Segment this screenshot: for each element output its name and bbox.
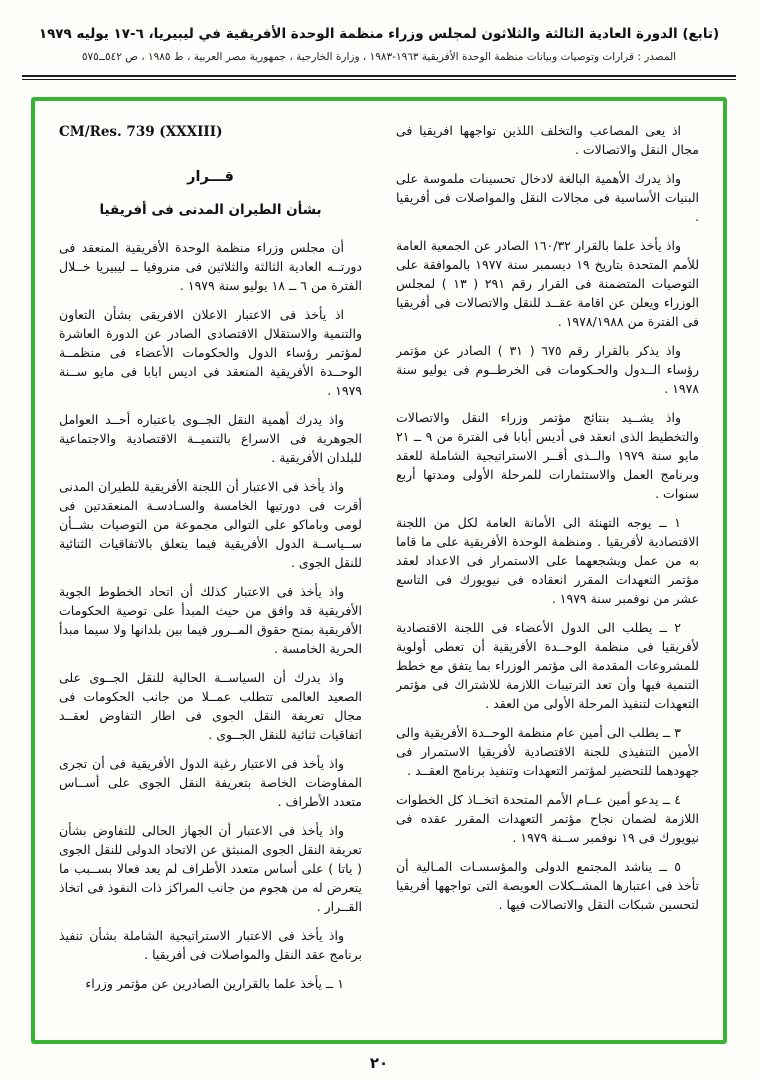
page-header bbox=[0, 0, 758, 69]
paragraph: ٢ ــ يطلب الى الدول الأعضاء فى اللجنة الاقتصادية لأفريقيا فى منظمة الوحــدة الأفريقية أن تعطى أولوية للمشروعات المقدمة الى مؤتمر الوزراء بما يتفق مع خطط التنمية فيها وأن تعد الترتيبات اللازمة للاشتراك فى مؤتمر التعهدات لتنفيذ المرحلة الأولى من العقد . bbox=[396, 620, 699, 711]
header-source: المصدر : قرارات وتوصيات وبيانات منظمة الوحدة الأفريقية ١٩٦٣-١٩٨٣ ، وزارة الخارجية ، جمهورية مصر العربية ، ط ١٩٨٥ ، ص ٥٤٢ــ٥٧٥ bbox=[81, 51, 677, 63]
column-right bbox=[396, 121, 699, 1026]
header-title: (تابع) الدورة العادية الثالثة والثلاثون لمجلس وزراء منظمة الوحدة الأفريقية في ليبيريا، ٦-١٧ يوليه ١٩٧٩ bbox=[38, 26, 720, 42]
paragraph: واذ يأخذ فى الاعتبار الاستراتيجية الشاملة بشأن تنفيذ برنامج عقد النقل والمواصلات فى أفريقيا . bbox=[59, 928, 362, 962]
header-divider bbox=[22, 75, 736, 80]
paragraph: واذ يأخذ فى الاعتبار رغبة الدول الأفريقية فى أن تجرى المفاوضات الخاصة بتعريفة النقل الجوى على أســاس متعدد الأطراف . bbox=[59, 756, 362, 809]
paragraph: اذ يعى المصاعب والتخلف اللذين تواجهها افريقيا فى مجال النقل والاتصالات . bbox=[396, 123, 699, 157]
column-left-paragraphs bbox=[59, 238, 362, 993]
paragraph: ٤ ــ يدعو أمين عــام الأمم المتحدة اتخــاذ كل الخطوات اللازمة لضمان نجاح مؤتمر التعهدات المقرر عقده فى نيويورك فى ١٩ نوفمبر ســنة ١٩٧٩ . bbox=[396, 792, 699, 845]
text-columns bbox=[59, 121, 699, 1026]
column-left bbox=[59, 121, 362, 1026]
paragraph: واذ يأخذ فى الاعتبار أن الجهاز الحالى للتفاوض بشأن تعريفة النقل الجوى المنبثق عن الاتحاد الدولى للنقل الجوى ( ياتا ) على أساس متعدد الأطراف لم يعد فعالا بســبب ما يتعرض له من هجوم من جانب المراكز ذات النفوذ فى اتخاذ القــرار . bbox=[59, 823, 362, 914]
paragraph: اذ يأخذ فى الاعتبار الاعلان الافريقى بشأن التعاون والتنمية والاستقلال الاقتصادى الصادر عن الدورة العاشرة لمؤتمر رؤساء الدول والحكومات الأعضاء فى منظمــة الوحــدة الأفريقية المنعقد فى اديس ابابا فى مايو ســنة ١٩٧٩ . bbox=[59, 307, 362, 398]
page-number: ٢٠ bbox=[369, 1054, 389, 1072]
paragraph: واذ يدرك أهمية النقل الجــوى باعتباره أحــد العوامل الجوهرية فى الاسراع بالتنميــة الاقتصادية والاجتماعية للبلدان الأفريقية . bbox=[59, 412, 362, 465]
paragraph: واذ يدرك أن السياســة الحالية للنقل الجــوى على الصعيد العالمى تتطلب عمــلا من جانب الحكومات فى مجال تعريفة النقل الجوى فى اطار التفاوض لعقــد اتفاقيات ثنائية للنقل الجــوى . bbox=[59, 670, 362, 742]
resolution-ref-code: CM/Res. 739 (XXXIII) bbox=[59, 124, 223, 140]
resolution-title: قـــرار bbox=[187, 169, 234, 185]
resolution-subtitle: بشأن الطيران المدنى فى أفريقيا bbox=[99, 202, 322, 218]
paragraph: ١ ــ يوجه التهنئة الى الأمانة العامة لكل من اللجنة الاقتصادية لأفريقيا . ومنظمة الوحدة الأفريقية على ما قاما به من عمل ويشجعهما على الاستمرار فى الاعداد لعقد مؤتمر التعهدات المقرر انعقاده فى نيويورك فى التاسع عشر من نوفمبر سنة ١٩٧٩ . bbox=[396, 515, 699, 606]
paragraph: ٣ ــ يطلب الى أمين عام منظمة الوحــدة الأفريقية والى الأمين التنفيذى للجنة الاقتصادية لأفريقيا الاستمرار فى جهودهما للتحضير لمؤتمر التعهدات وتنفيذ برنامج العقــد . bbox=[396, 725, 699, 778]
resolution-box bbox=[31, 97, 727, 1044]
paragraph: واذ يأخذ علما بالقرار ١٦٠/٣٢ الصادر عن الجمعية العامة للأمم المتحدة بتاريخ ١٩ ديسمبر سنة ١٩٧٧ بالموافقة على التوصيات المتضمنة فى القرار رقم ٢٩١ ( ١٣ ) لمجلس الوزراء ويعلن عن اقامة عقــد للنقل والاتصالات فى أفريقيا فى الفترة من ١٩٧٨/١٩٨٨ . bbox=[396, 238, 699, 329]
paragraph: واذ يدرك الأهمية البالغة لادخال تحسينات ملموسة على البنيات الأساسية فى مجالات النقل والمواصلات فى أفريقيا . bbox=[396, 171, 699, 224]
paragraph: واذ يأخذ فى الاعتبار أن اللجنة الأفريقية للطيران المدنى أقرت فى دورتيها الخامسة والسـادسـة المنعقدتين فى لومى وباماكو على التوالى مجموعة من التوصيات بشــأن ســياســة الدول الأفريقية فيما يتعلق بالاتفاقيات الثنائية للنقل الجوى . bbox=[59, 479, 362, 570]
paragraph: ٥ ــ يناشد المجتمع الدولى والمؤسسـات المـالية أن تأخذ فى اعتبارها المشــكلات العويصة التى تواجهها أفريقيا لتحسين شبكات النقل والاتصالات فيها . bbox=[396, 859, 699, 912]
paragraph: ١ ــ يأخذ علما بالقرارين الصادرين عن مؤتمر وزراء bbox=[85, 976, 344, 991]
paragraph: واذ يشــيد بنتائج مؤتمر وزراء النقل والاتصالات والتخطيط الذى انعقد فى أديس أبابا فى الفترة من ٩ ــ ٢١ مايو سنة ١٩٧٩ والــذى أقــر الاستراتيجية الشاملة للعقد وبرنامج العمل والاستثمارات للمرحلة الأولى ومدتها أربع سنوات . bbox=[396, 410, 699, 501]
paragraph: واذ يأخذ فى الاعتبار كذلك أن اتحاد الخطوط الجوية الأفريقية قد وافق من حيث المبدأ على توصية الحكومات الأفريقية بمنح حقوق المــرور فيما بين بلدانها ولا سيما مبدأ الحرية الخامسة . bbox=[59, 584, 362, 656]
paragraph: واذ يذكر بالقرار رقم ٦٧٥ ( ٣١ ) الصادر عن مؤتمر رؤساء الــدول والحـكومات فى الخرطــوم فى يوليو سنة ١٩٧٨ . bbox=[396, 343, 699, 396]
paragraph: أن مجلس وزراء منظمة الوحدة الأفريقية المنعقد فى دورتــه العادية الثالثة والثلاثين فى منروفيا ــ ليبيريا خــلال الفترة من ٦ ــ ١٨ يوليو سنة ١٩٧٩ . bbox=[59, 240, 362, 293]
